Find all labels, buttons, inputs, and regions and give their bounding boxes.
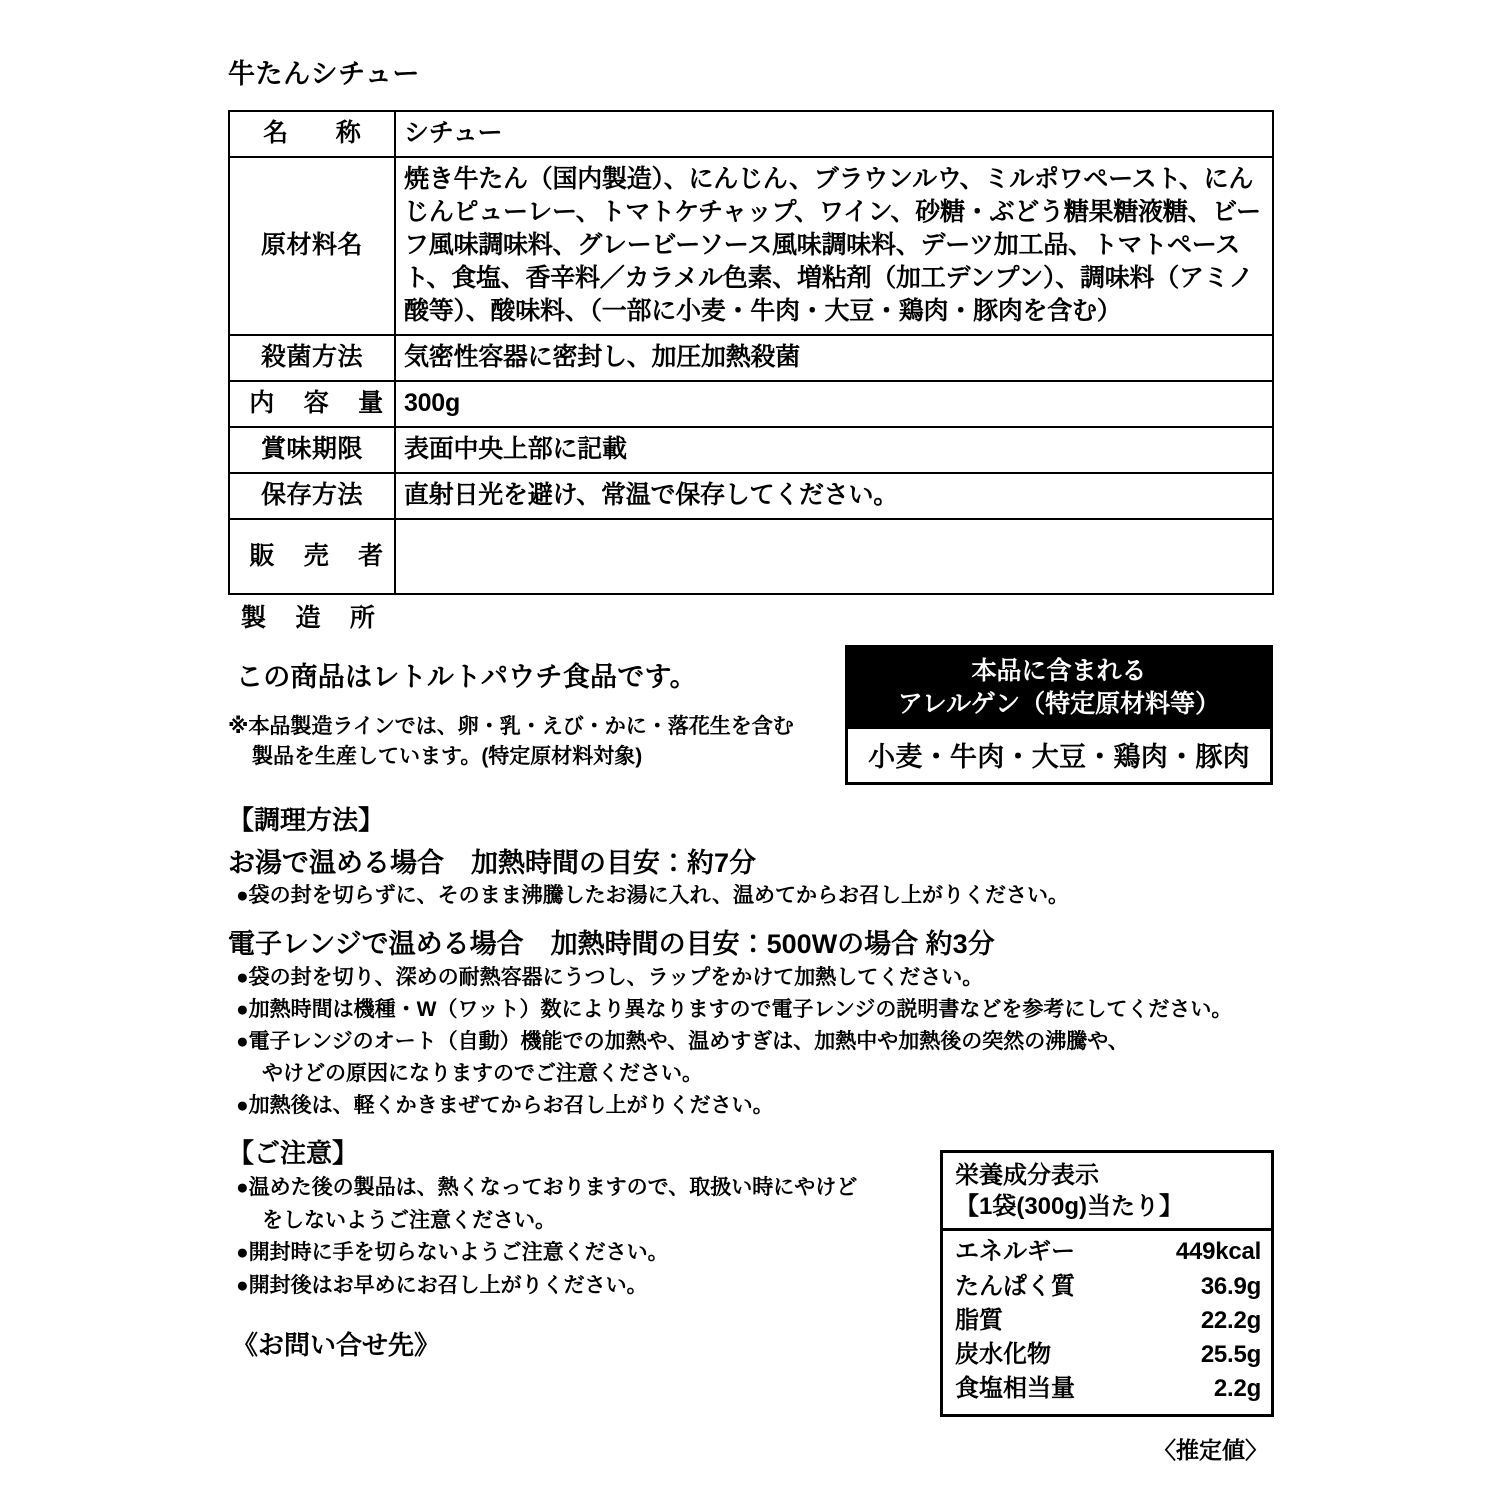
- spec-label-seller: 販 売 者: [229, 519, 395, 594]
- table-row: [229, 111, 1273, 157]
- cooking-microwave-bullets: [236, 962, 1246, 1122]
- cooking-microwave-title: 電子レンジで温める場合 加熱時間の目安：500Wの場合 約3分: [228, 929, 995, 959]
- nutrition-value-fat: 22.2g: [1200, 1306, 1261, 1334]
- table-row: [229, 427, 1273, 473]
- table-row: [229, 519, 1273, 594]
- spec-value-content: 300g: [395, 381, 1273, 427]
- spec-value-bestbefore: 表面中央上部に記載: [395, 427, 1273, 473]
- table-row: [229, 157, 1273, 335]
- contact-heading: 《お問い合せ先》: [232, 1330, 441, 1360]
- list-item: をしないようご注意ください。: [262, 1208, 556, 1232]
- spec-label-ingredients: 原材料名: [229, 157, 395, 335]
- list-item: ●開封時に手を切らないようご注意ください。: [236, 1241, 669, 1265]
- table-row: [955, 1338, 1261, 1372]
- spec-value-sterilization: 気密性容器に密封し、加圧加熱殺菌: [395, 335, 1273, 381]
- table-row: [229, 335, 1273, 381]
- nutrition-title-line2: 【1袋(300g)当たり】: [955, 1192, 1184, 1220]
- spec-value-name: シチュー: [395, 111, 1273, 157]
- nutrition-value-protein: 36.9g: [1200, 1272, 1261, 1300]
- allergen-header-line2: アレルゲン（特定原材料等）: [897, 689, 1221, 718]
- spec-table: [228, 110, 1274, 595]
- allergen-box: [845, 645, 1273, 785]
- nutrition-name-carbs: 炭水化物: [955, 1340, 1051, 1368]
- table-row: [955, 1372, 1261, 1406]
- nutrition-name-protein: たんぱく質: [955, 1272, 1075, 1300]
- nutrition-value-salt: 2.2g: [1213, 1374, 1261, 1402]
- spec-label-name: 名 称: [229, 111, 395, 157]
- nutrition-name-fat: 脂質: [955, 1306, 1003, 1334]
- nutrition-title: [943, 1153, 1271, 1231]
- list-item: ●開封後はお早めにお召し上がりください。: [236, 1273, 648, 1297]
- list-item: やけどの原因になりますのでご注意ください。: [262, 1061, 703, 1085]
- nutrition-value-carbs: 25.5g: [1200, 1340, 1261, 1368]
- spec-value-ingredients: 焼き牛たん（国内製造）、にんじん、ブラウンルウ、ミルポワペースト、にんじんピューレー、トマトケチャップ、ワイン、砂糖・ぶどう糖果糖液糖、ビーフ風味調味料、グレービーソース風味調味料、デーツ加工品、トマトペースト、食塩、香辛料／カラメル色素、増粘剤（加工デンプン）、調味料（アミノ酸等）、酸味料、（一部に小麦・牛肉・大豆・鶏肉・豚肉を含む）: [395, 157, 1273, 335]
- nutrition-name-energy: エネルギー: [955, 1238, 1075, 1266]
- caution-heading: 【ご注意】: [228, 1138, 359, 1168]
- nutrition-title-line1: 栄養成分表示: [955, 1162, 1099, 1189]
- table-row: [955, 1235, 1261, 1269]
- nutrition-box: [940, 1150, 1274, 1417]
- spec-value-storage: 直射日光を避け、常温で保存してください。: [395, 473, 1273, 519]
- allergen-header: [848, 648, 1270, 729]
- table-row: [229, 381, 1273, 427]
- nutrition-rows: [943, 1231, 1271, 1413]
- manufacturer-label: 製 造 所: [241, 604, 387, 632]
- spec-value-seller: [395, 519, 1273, 594]
- spec-label-storage: 保存方法: [229, 473, 395, 519]
- retort-pouch-note: この商品はレトルトパウチ食品です。: [236, 662, 697, 692]
- list-item: ●電子レンジのオート（自動）機能での加熱や、温めすぎは、加熱中や加熱後の突然の沸騰や、: [236, 1029, 1129, 1053]
- spec-label-content: 内 容 量: [229, 381, 395, 427]
- cooking-boil-title: お湯で温める場合 加熱時間の目安：約7分: [228, 848, 757, 878]
- nutrition-estimate-note: 〈推定値〉: [1153, 1437, 1268, 1463]
- allergen-header-line1: 本品に含まれる: [971, 657, 1147, 685]
- list-item: ●加熱後は、軽くかきまぜてからお召し上がりください。: [236, 1093, 774, 1117]
- table-row: [955, 1304, 1261, 1338]
- list-item: ●温めた後の製品は、熱くなっておりますので、取扱い時にやけど: [236, 1176, 858, 1199]
- production-line-note-2: 製品を生産しています。(特定原材料対象): [252, 745, 643, 769]
- cooking-heading: 【調理方法】: [228, 805, 385, 835]
- production-line-note: [228, 712, 828, 773]
- nutrition-value-energy: 449kcal: [1175, 1238, 1261, 1266]
- table-row: [955, 1270, 1261, 1304]
- spec-label-sterilization: 殺菌方法: [229, 335, 395, 381]
- production-line-note-1: ※本品製造ラインでは、卵・乳・えび・かに・落花生を含む: [228, 715, 794, 738]
- list-item: ●加熱時間は機種・W（ワット）数により異なりますので電子レンジの説明書などを参考にしてください。: [236, 997, 1233, 1021]
- cooking-boil-bullet: ●袋の封を切らずに、そのまま沸騰したお湯に入れ、温めてからお召し上がりください。: [236, 884, 1069, 907]
- allergen-items: 小麦・牛肉・大豆・鶏肉・豚肉: [868, 742, 1250, 772]
- list-item: ●袋の封を切り、深めの耐熱容器にうつし、ラップをかけて加熱してください。: [236, 966, 984, 989]
- spec-label-bestbefore: 賞味期限: [229, 427, 395, 473]
- nutrition-name-salt: 食塩相当量: [955, 1374, 1075, 1402]
- table-row: [229, 473, 1273, 519]
- caution-bullets: [236, 1172, 926, 1302]
- page-title: 牛たんシチュー: [228, 59, 420, 89]
